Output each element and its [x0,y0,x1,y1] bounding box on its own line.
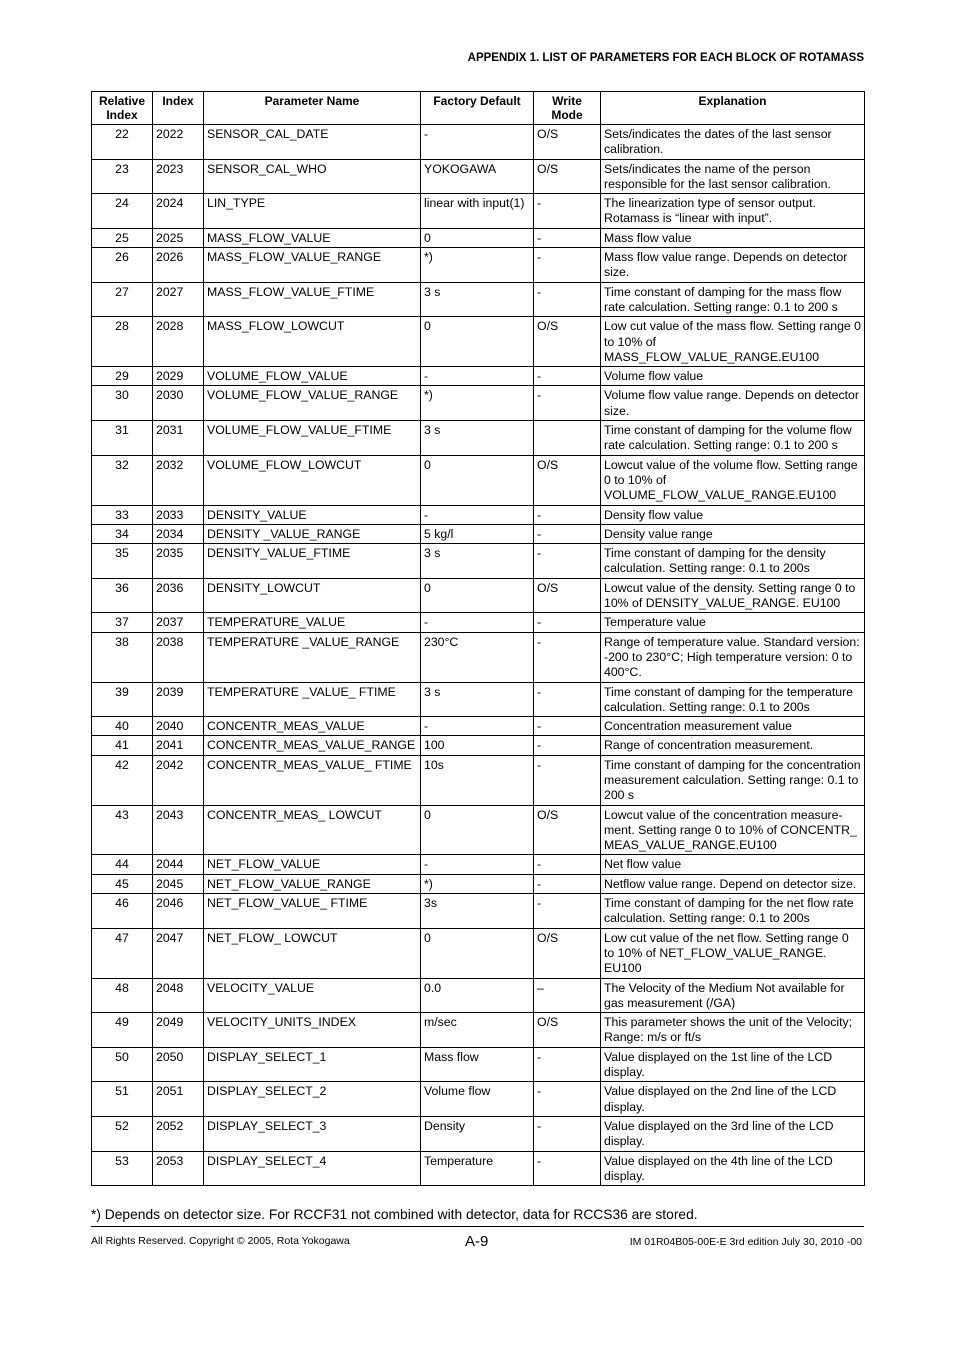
cell-explanation: Value displayed on the 1st line of the LCD display. [601,1047,865,1082]
cell-explanation: The Velocity of the Medium Not available for gas measurement (/GA) [601,978,865,1013]
cell-factory-default: Volume flow [421,1082,534,1117]
cell-parameter-name: NET_FLOW_VALUE [204,855,421,874]
cell-write-mode: - [534,755,601,805]
cell-parameter-name: DISPLAY_SELECT_1 [204,1047,421,1082]
cell-factory-default: Density [421,1116,534,1151]
table-row [92,855,865,874]
footnote: *) Depends on detector size. For RCCF31 not combined with detector, data for RCCS36 are stored. [91,1207,864,1227]
cell-relative-index: 25 [92,228,153,247]
cell-write-mode: - [534,632,601,682]
cell-explanation: Sets/indicates the dates of the last sensor calibration. [601,125,865,160]
cell-relative-index: 42 [92,755,153,805]
cell-factory-default: 0.0 [421,978,534,1013]
cell-index: 2034 [153,524,204,543]
cell-factory-default: 5 kg/l [421,524,534,543]
cell-parameter-name: NET_FLOW_VALUE_RANGE [204,874,421,893]
table-row [92,874,865,893]
cell-index: 2039 [153,682,204,717]
cell-explanation: Sets/indicates the name of the person responsible for the last sensor calibration. [601,159,865,194]
cell-index: 2024 [153,194,204,229]
cell-write-mode: - [534,1151,601,1186]
table-row [92,613,865,632]
cell-factory-default: *) [421,248,534,283]
table-row [92,1151,865,1186]
cell-explanation: Lowcut value of the density. Setting range 0 to 10% of DENSITY_VALUE_RANGE. EU100 [601,578,865,613]
cell-factory-default: m/sec [421,1013,534,1048]
table-row [92,544,865,579]
cell-relative-index: 50 [92,1047,153,1082]
cell-write-mode: O/S [534,455,601,505]
cell-index: 2035 [153,544,204,579]
cell-explanation: Low cut value of the net flow. Setting range 0 to 10% of NET_FLOW_VALUE_RANGE. EU100 [601,928,865,978]
cell-relative-index: 30 [92,386,153,421]
cell-explanation: The linearization type of sensor output. Rotamass is “linear with input”. [601,194,865,229]
cell-write-mode: – [534,978,601,1013]
cell-write-mode: - [534,717,601,736]
cell-relative-index: 23 [92,159,153,194]
cell-index: 2028 [153,317,204,367]
table-row [92,578,865,613]
table-row [92,717,865,736]
column-header-factory-default: Factory Default [421,92,534,125]
cell-factory-default: 3 s [421,282,534,317]
cell-explanation: Time constant of damping for the volume flow rate calculation. Setting range: 0.1 to 200 s [601,421,865,456]
cell-explanation: Mass flow value [601,228,865,247]
cell-write-mode: - [534,736,601,755]
document-id: IM 01R04B05-00E-E 3rd edition July 30, 2010 -00 [629,1236,862,1248]
cell-explanation: Volume flow value range. Depends on detector size. [601,386,865,421]
cell-parameter-name: DENSITY_LOWCUT [204,578,421,613]
cell-relative-index: 32 [92,455,153,505]
column-header-relative-index: Relative Index [92,92,153,125]
cell-factory-default: Temperature [421,1151,534,1186]
cell-relative-index: 46 [92,894,153,929]
table-row [92,386,865,421]
cell-parameter-name: CONCENTR_MEAS_VALUE_ FTIME [204,755,421,805]
cell-relative-index: 39 [92,682,153,717]
column-header-index: Index [153,92,204,125]
cell-relative-index: 35 [92,544,153,579]
cell-explanation: Temperature value [601,613,865,632]
cell-write-mode: O/S [534,125,601,160]
cell-parameter-name: MASS_FLOW_VALUE_FTIME [204,282,421,317]
cell-parameter-name: LIN_TYPE [204,194,421,229]
cell-factory-default: 0 [421,928,534,978]
cell-parameter-name: MASS_FLOW_VALUE [204,228,421,247]
cell-relative-index: 34 [92,524,153,543]
table-row [92,1116,865,1151]
cell-write-mode: - [534,613,601,632]
cell-factory-default: linear with input(1) [421,194,534,229]
cell-explanation: Range of concentration measurement. [601,736,865,755]
cell-write-mode: - [534,1047,601,1082]
table-row [92,1047,865,1082]
cell-parameter-name: TEMPERATURE_VALUE [204,613,421,632]
page-footer [91,1233,864,1253]
table-row [92,125,865,160]
cell-factory-default: 3 s [421,544,534,579]
table-row [92,455,865,505]
table-row [92,928,865,978]
cell-parameter-name: DISPLAY_SELECT_3 [204,1116,421,1151]
cell-relative-index: 45 [92,874,153,893]
cell-index: 2029 [153,367,204,386]
cell-explanation: Lowcut value of the volume flow. Setting range 0 to 10% of VOLUME_FLOW_VALUE_RANGE.EU100 [601,455,865,505]
table-row [92,248,865,283]
cell-factory-default: 0 [421,578,534,613]
cell-relative-index: 26 [92,248,153,283]
cell-factory-default: 230°C [421,632,534,682]
cell-index: 2041 [153,736,204,755]
cell-relative-index: 22 [92,125,153,160]
column-header-parameter-name: Parameter Name [204,92,421,125]
cell-relative-index: 49 [92,1013,153,1048]
cell-write-mode: O/S [534,578,601,613]
cell-explanation: Value displayed on the 2nd line of the LCD display. [601,1082,865,1117]
cell-explanation: Net flow value [601,855,865,874]
cell-index: 2049 [153,1013,204,1048]
cell-index: 2030 [153,386,204,421]
cell-parameter-name: DISPLAY_SELECT_2 [204,1082,421,1117]
cell-index: 2040 [153,717,204,736]
cell-index: 2042 [153,755,204,805]
table-row [92,805,865,855]
cell-factory-default: *) [421,386,534,421]
table-row [92,194,865,229]
cell-relative-index: 36 [92,578,153,613]
table-row [92,894,865,929]
cell-write-mode: O/S [534,805,601,855]
cell-index: 2023 [153,159,204,194]
table-row [92,228,865,247]
cell-parameter-name: TEMPERATURE _VALUE_RANGE [204,632,421,682]
cell-index: 2050 [153,1047,204,1082]
cell-relative-index: 43 [92,805,153,855]
cell-relative-index: 33 [92,505,153,524]
cell-write-mode: - [534,194,601,229]
cell-write-mode: - [534,1082,601,1117]
cell-factory-default: Mass flow [421,1047,534,1082]
cell-parameter-name: NET_FLOW_ LOWCUT [204,928,421,978]
cell-explanation: Range of temperature value. Standard version: -200 to 230°C; High temperature version: 0 to 400°C. [601,632,865,682]
column-header-write-mode: Write Mode [534,92,601,125]
cell-explanation: Value displayed on the 3rd line of the LCD display. [601,1116,865,1151]
table-row [92,282,865,317]
cell-index: 2047 [153,928,204,978]
cell-relative-index: 52 [92,1116,153,1151]
cell-parameter-name: SENSOR_CAL_DATE [204,125,421,160]
cell-factory-default: 100 [421,736,534,755]
cell-relative-index: 29 [92,367,153,386]
table-row [92,1082,865,1117]
cell-write-mode: - [534,682,601,717]
cell-index: 2038 [153,632,204,682]
table-row [92,367,865,386]
page-header: APPENDIX 1. LIST OF PARAMETERS FOR EACH BLOCK OF ROTAMASS [467,52,864,64]
cell-relative-index: 40 [92,717,153,736]
page-number: A-9 [465,1233,489,1250]
cell-parameter-name: VOLUME_FLOW_LOWCUT [204,455,421,505]
cell-factory-default: *) [421,874,534,893]
cell-parameter-name: TEMPERATURE _VALUE_ FTIME [204,682,421,717]
cell-relative-index: 31 [92,421,153,456]
cell-parameter-name: MASS_FLOW_VALUE_RANGE [204,248,421,283]
cell-write-mode: - [534,248,601,283]
cell-parameter-name: DENSITY_VALUE_FTIME [204,544,421,579]
cell-write-mode: O/S [534,928,601,978]
table-body [92,125,865,1186]
cell-index: 2044 [153,855,204,874]
cell-index: 2043 [153,805,204,855]
cell-index: 2052 [153,1116,204,1151]
cell-write-mode: - [534,1116,601,1151]
table-row [92,978,865,1013]
cell-explanation: Time constant of damping for the net flow rate calculation. Setting range: 0.1 to 200s [601,894,865,929]
cell-relative-index: 28 [92,317,153,367]
cell-parameter-name: MASS_FLOW_LOWCUT [204,317,421,367]
cell-write-mode: - [534,386,601,421]
table-row [92,317,865,367]
cell-write-mode: - [534,524,601,543]
cell-relative-index: 51 [92,1082,153,1117]
cell-factory-default: - [421,613,534,632]
table-row [92,159,865,194]
cell-factory-default: - [421,717,534,736]
cell-factory-default: 3 s [421,421,534,456]
cell-explanation: Netflow value range. Depend on detector size. [601,874,865,893]
table-row [92,1013,865,1048]
table-row [92,524,865,543]
cell-explanation: Time constant of damping for the mass flow rate calculation. Setting range: 0.1 to 200 s [601,282,865,317]
cell-index: 2025 [153,228,204,247]
cell-write-mode: - [534,367,601,386]
cell-parameter-name: CONCENTR_MEAS_VALUE_RANGE [204,736,421,755]
cell-factory-default: - [421,505,534,524]
cell-explanation: Value displayed on the 4th line of the LCD display. [601,1151,865,1186]
cell-index: 2033 [153,505,204,524]
cell-write-mode: - [534,874,601,893]
cell-parameter-name: VOLUME_FLOW_VALUE_RANGE [204,386,421,421]
table-row [92,736,865,755]
cell-index: 2053 [153,1151,204,1186]
cell-factory-default: 0 [421,228,534,247]
table-row [92,632,865,682]
cell-explanation: Lowcut value of the concentration measure-ment. Setting range 0 to 10% of CONCENTR_ MEAS_VALUE_RANGE.EU100 [601,805,865,855]
cell-factory-default: - [421,125,534,160]
cell-relative-index: 53 [92,1151,153,1186]
cell-index: 2051 [153,1082,204,1117]
cell-parameter-name: CONCENTR_MEAS_VALUE [204,717,421,736]
cell-index: 2022 [153,125,204,160]
cell-write-mode: O/S [534,159,601,194]
cell-explanation: Time constant of damping for the temperature calculation. Setting range: 0.1 to 200s [601,682,865,717]
cell-factory-default: 10s [421,755,534,805]
cell-parameter-name: VOLUME_FLOW_VALUE_FTIME [204,421,421,456]
cell-parameter-name: CONCENTR_MEAS_ LOWCUT [204,805,421,855]
cell-explanation: Mass flow value range. Depends on detector size. [601,248,865,283]
table-row [92,421,865,456]
cell-explanation: Low cut value of the mass flow. Setting range 0 to 10% of MASS_FLOW_VALUE_RANGE.EU100 [601,317,865,367]
cell-write-mode: - [534,505,601,524]
cell-explanation: Time constant of damping for the density calculation. Setting range: 0.1 to 200s [601,544,865,579]
cell-explanation: Time constant of damping for the concentration measurement calculation. Setting range: 0.1 to 200 s [601,755,865,805]
cell-factory-default: 3 s [421,682,534,717]
cell-index: 2048 [153,978,204,1013]
table-row [92,682,865,717]
cell-factory-default: - [421,855,534,874]
cell-factory-default: - [421,367,534,386]
column-header-explanation: Explanation [601,92,865,125]
parameter-table [91,91,865,1186]
cell-write-mode: O/S [534,1013,601,1048]
cell-parameter-name: DENSITY _VALUE_RANGE [204,524,421,543]
cell-relative-index: 38 [92,632,153,682]
cell-index: 2036 [153,578,204,613]
table-row [92,755,865,805]
cell-index: 2031 [153,421,204,456]
cell-relative-index: 27 [92,282,153,317]
cell-parameter-name: VELOCITY_VALUE [204,978,421,1013]
table-header-row [92,92,865,125]
cell-explanation: Concentration measurement value [601,717,865,736]
cell-write-mode: - [534,228,601,247]
cell-explanation: Density value range [601,524,865,543]
cell-write-mode: - [534,544,601,579]
cell-explanation: This parameter shows the unit of the Velocity; Range: m/s or ft/s [601,1013,865,1048]
cell-relative-index: 24 [92,194,153,229]
cell-index: 2045 [153,874,204,893]
cell-write-mode: - [534,855,601,874]
copyright-text: All Rights Reserved. Copyright © 2005, Rota Yokogawa [91,1235,350,1247]
cell-factory-default: 3s [421,894,534,929]
cell-relative-index: 48 [92,978,153,1013]
cell-factory-default: YOKOGAWA [421,159,534,194]
cell-write-mode: - [534,894,601,929]
cell-index: 2037 [153,613,204,632]
cell-parameter-name: VOLUME_FLOW_VALUE [204,367,421,386]
cell-parameter-name: DISPLAY_SELECT_4 [204,1151,421,1186]
cell-explanation: Density flow value [601,505,865,524]
cell-parameter-name: SENSOR_CAL_WHO [204,159,421,194]
cell-relative-index: 41 [92,736,153,755]
cell-factory-default: 0 [421,455,534,505]
cell-relative-index: 47 [92,928,153,978]
cell-write-mode: O/S [534,317,601,367]
cell-write-mode: - [534,282,601,317]
cell-parameter-name: DENSITY_VALUE [204,505,421,524]
cell-index: 2027 [153,282,204,317]
cell-parameter-name: VELOCITY_UNITS_INDEX [204,1013,421,1048]
cell-index: 2026 [153,248,204,283]
table-row [92,505,865,524]
cell-index: 2032 [153,455,204,505]
cell-factory-default: 0 [421,317,534,367]
cell-relative-index: 37 [92,613,153,632]
cell-parameter-name: NET_FLOW_VALUE_ FTIME [204,894,421,929]
cell-write-mode [534,421,601,456]
cell-relative-index: 44 [92,855,153,874]
cell-index: 2046 [153,894,204,929]
cell-explanation: Volume flow value [601,367,865,386]
cell-factory-default: 0 [421,805,534,855]
